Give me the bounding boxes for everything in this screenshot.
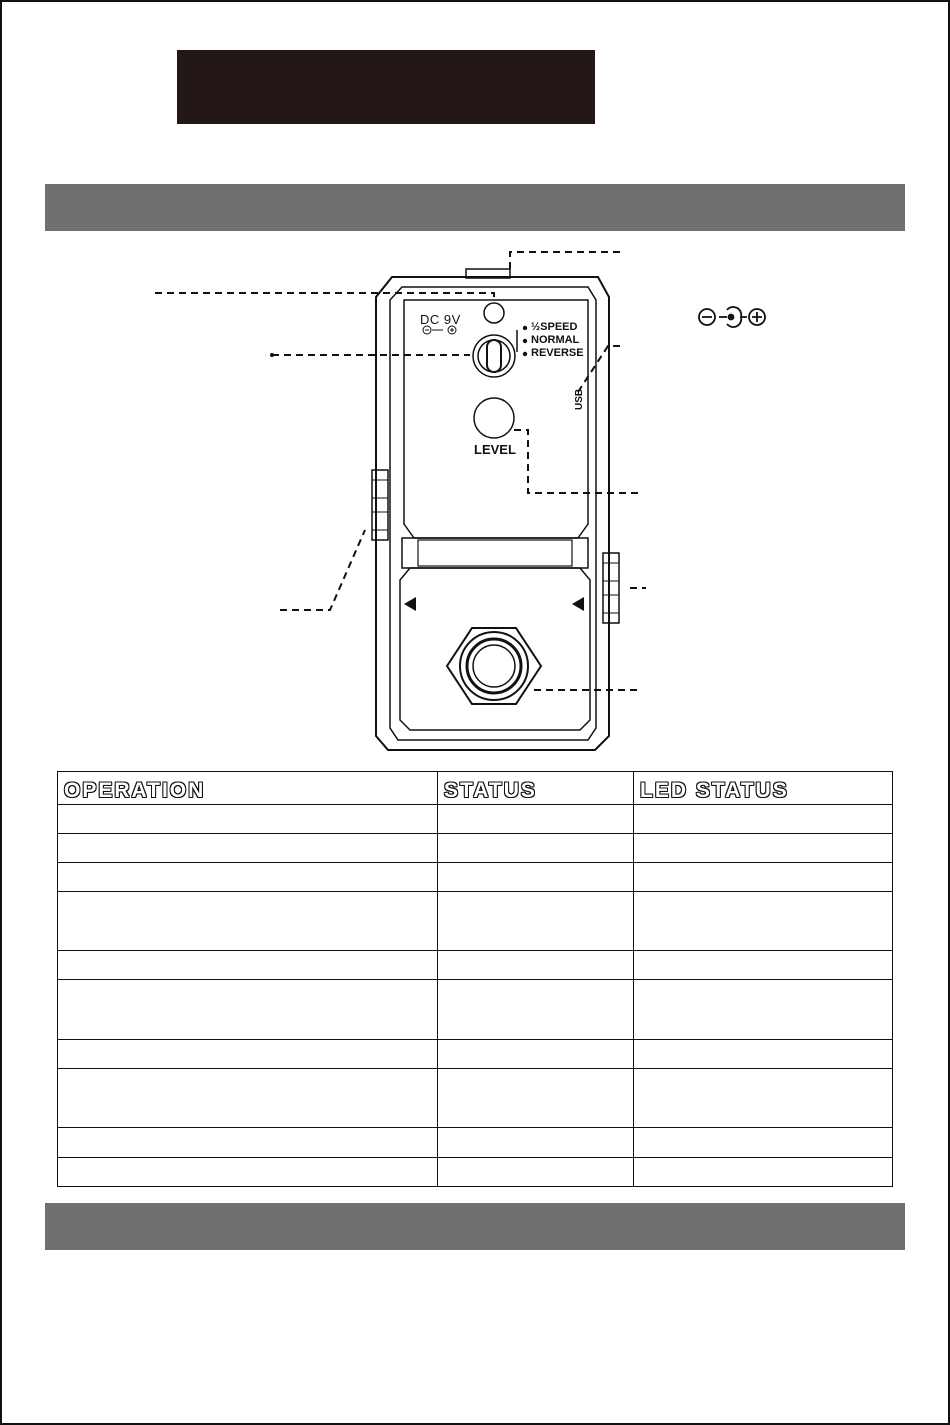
usb-label: USB — [574, 388, 585, 410]
footswitch-plate — [400, 568, 590, 730]
led-status-cell — [634, 1158, 893, 1187]
status-cell — [438, 951, 634, 980]
table-row — [58, 1040, 893, 1069]
leader-usb — [578, 346, 620, 392]
left-arrow-icon — [404, 597, 416, 611]
status-cell — [438, 834, 634, 863]
operation-cell — [58, 1069, 438, 1128]
operation-cell — [58, 892, 438, 951]
led-status-cell — [634, 1069, 893, 1128]
status-cell — [438, 1158, 634, 1187]
status-cell — [438, 892, 634, 951]
led-status-cell — [634, 980, 893, 1040]
switch-option-reverse: REVERSE — [531, 347, 584, 359]
led-status-cell — [634, 892, 893, 951]
operation-cell — [58, 834, 438, 863]
operation-cell — [58, 805, 438, 834]
leader-input — [280, 530, 365, 610]
led-status-cell — [634, 863, 893, 892]
operation-table — [57, 771, 893, 1187]
operation-cell — [58, 1128, 438, 1158]
table-row — [58, 892, 893, 951]
table-row — [58, 863, 893, 892]
operation-cell — [58, 863, 438, 892]
operation-cell — [58, 980, 438, 1040]
operation-cell — [58, 951, 438, 980]
table-row — [58, 834, 893, 863]
led-status-cell — [634, 1128, 893, 1158]
table-row — [58, 980, 893, 1040]
switch-option-half-speed: ½SPEED — [531, 321, 578, 333]
header-operation: OPERATION — [58, 772, 438, 805]
led-status-cell — [634, 951, 893, 980]
status-cell — [438, 1069, 634, 1128]
status-cell — [438, 863, 634, 892]
status-cell — [438, 1128, 634, 1158]
leader-level — [514, 430, 640, 493]
section-header-bar-2 — [45, 1203, 905, 1250]
center-negative-polarity-icon — [699, 307, 765, 327]
toggle-switch — [473, 335, 515, 377]
led-indicator — [484, 303, 504, 323]
led-status-cell — [634, 834, 893, 863]
status-cell — [438, 980, 634, 1040]
right-arrow-icon — [572, 597, 584, 611]
switch-option-normal: NORMAL — [531, 334, 580, 346]
operation-cell — [58, 1158, 438, 1187]
leader-dc-jack — [510, 252, 620, 269]
status-cell — [438, 805, 634, 834]
status-cell — [438, 1040, 634, 1069]
level-knob-label: LEVEL — [474, 442, 516, 457]
table-row — [58, 1158, 893, 1187]
table-row — [58, 951, 893, 980]
header-status: STATUS — [438, 772, 634, 805]
led-status-cell — [634, 1040, 893, 1069]
table-row — [58, 805, 893, 834]
led-status-cell — [634, 805, 893, 834]
table-header-row — [58, 772, 893, 805]
operation-cell — [58, 1040, 438, 1069]
table-row — [58, 1128, 893, 1158]
footswitch-button — [467, 639, 521, 693]
table-row — [58, 1069, 893, 1128]
header-led-status: LED STATUS — [634, 772, 893, 805]
level-knob — [474, 398, 514, 438]
dc-input-label: DC 9V — [420, 312, 461, 327]
